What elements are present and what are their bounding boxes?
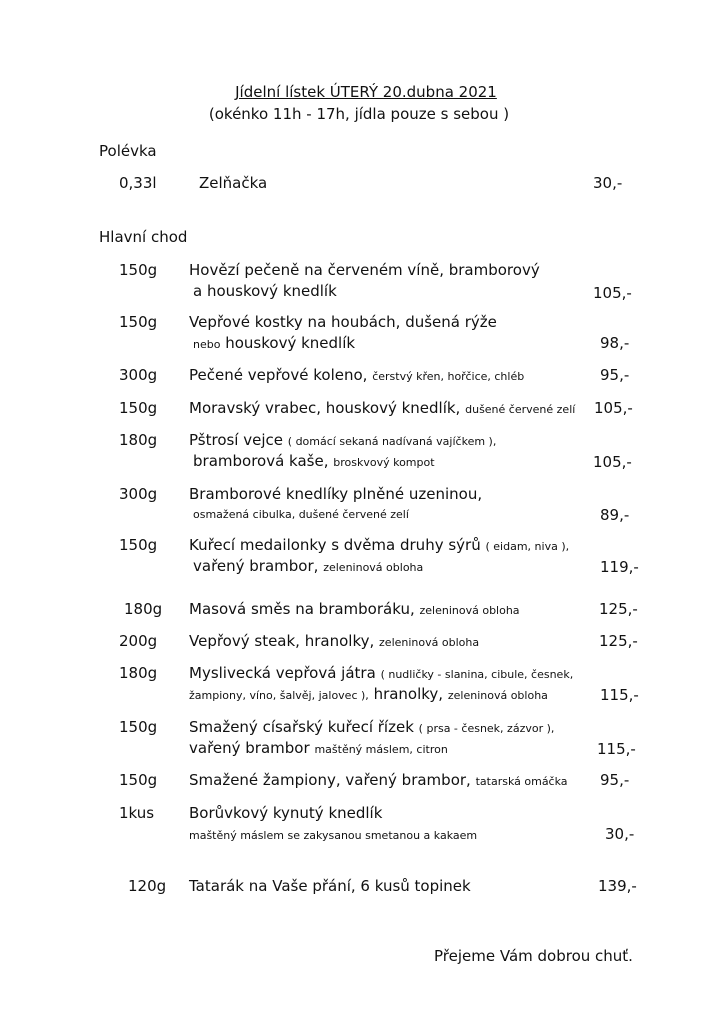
item-qty: 150g — [119, 536, 158, 554]
item-qty: 180g — [119, 431, 158, 449]
item-line-1: Hovězí pečeně na červeném víně, bramborový — [189, 261, 540, 279]
item-name: Tatarák na Vaše přání, 6 kusů topinek — [189, 877, 471, 895]
menu-title: Jídelní lístek ÚTERÝ 20.dubna 2021 — [235, 83, 497, 101]
item-note: maštěný máslem, citron — [314, 743, 448, 756]
item-line-1: Bramborové knedlíky plněné uzeninou, — [189, 485, 483, 503]
item-side: vařený brambor — [189, 739, 310, 757]
item-note: ( prsa - česnek, zázvor ), — [418, 722, 555, 735]
item-price: 95,- — [600, 771, 630, 789]
item-name — [189, 431, 496, 470]
item-qty: 150g — [119, 261, 158, 279]
item-price: 98,- — [600, 334, 630, 352]
item-title: Kuřecí medailonky s dvěma druhy sýrů — [189, 536, 481, 554]
item-price: 95,- — [600, 366, 630, 384]
item-line-1 — [189, 664, 573, 682]
item-price: 125,- — [599, 632, 638, 650]
item-line-1 — [189, 431, 496, 449]
item-note: nebo — [193, 338, 221, 351]
item-note: žampiony, víno, šalvěj, jalovec ), — [189, 689, 369, 702]
item-name: Zelňačka — [199, 174, 268, 192]
item-qty: 300g — [119, 366, 158, 384]
closing-wish: Přejeme Vám dobrou chuť. — [434, 947, 633, 965]
item-line-2 — [193, 452, 496, 470]
item-line-2 — [189, 685, 573, 703]
item-line-1: Masová směs na bramboráku, — [189, 600, 415, 618]
item-name — [189, 804, 477, 842]
item-price: 105,- — [593, 453, 632, 471]
item-note: broskvový kompot — [333, 456, 435, 469]
item-qty: 150g — [119, 313, 158, 331]
item-line-1: Vepřové kostky na houbách, dušená rýže — [189, 313, 497, 331]
item-price: 125,- — [599, 600, 638, 618]
item-note: dušené červené zelí — [465, 403, 576, 416]
item-name — [189, 399, 575, 417]
item-price: 89,- — [600, 506, 630, 524]
item-side: houskový knedlík — [225, 334, 356, 352]
item-line-1 — [189, 536, 569, 554]
item-name — [189, 632, 479, 650]
item-line-2 — [193, 334, 497, 352]
item-note: zeleninová obloha — [379, 636, 480, 649]
item-qty: 180g — [124, 600, 163, 618]
item-note: zeleninová obloha — [419, 604, 520, 617]
item-price: 105,- — [594, 399, 633, 417]
item-line-1: Vepřový steak, hranolky, — [189, 632, 375, 650]
item-line-2 — [193, 557, 569, 575]
item-note: čerstvý křen, hořčice, chléb — [372, 370, 525, 383]
item-price: 115,- — [597, 740, 636, 758]
item-line-1: Borůvkový kynutý knedlík — [189, 804, 383, 822]
item-name — [189, 771, 568, 789]
item-title: Smažený císařský kuřecí řízek — [189, 718, 414, 736]
item-note: osmažená cibulka, dušené červené zelí — [193, 508, 409, 521]
item-note: maštěný máslem se zakysanou smetanou a kakaem — [189, 829, 478, 842]
item-note: zeleninová obloha — [323, 561, 424, 574]
item-line-2 — [189, 739, 554, 757]
section-main: Hlavní chod — [99, 228, 188, 246]
item-line-1: Moravský vrabec, houskový knedlík, — [189, 399, 461, 417]
item-qty: 0,33l — [119, 174, 157, 192]
item-name — [189, 600, 520, 618]
item-qty: 180g — [119, 664, 158, 682]
item-name — [189, 313, 497, 352]
item-line-1: Smažené žampiony, vařený brambor, — [189, 771, 471, 789]
item-price: 139,- — [598, 877, 637, 895]
item-qty: 120g — [128, 877, 167, 895]
item-price: 105,- — [593, 284, 632, 302]
item-note: ( eidam, niva ), — [485, 540, 570, 553]
item-side: vařený brambor, — [193, 557, 319, 575]
item-note: ( nudličky - slanina, cibule, česnek, — [380, 668, 574, 681]
item-name — [189, 536, 569, 575]
item-name — [189, 664, 573, 703]
menu-subtitle: (okénko 11h - 17h, jídla pouze s sebou ) — [208, 105, 510, 123]
item-line-2: a houskový knedlík — [193, 282, 337, 300]
item-line-1 — [189, 718, 554, 736]
item-price: 30,- — [605, 825, 635, 843]
item-qty: 1kus — [119, 804, 155, 822]
item-qty: 150g — [119, 718, 158, 736]
item-note: ( domácí sekaná nadívaná vajíčkem ), — [287, 435, 497, 448]
item-name — [189, 261, 540, 300]
item-title: Myslivecká vepřová játra — [189, 664, 376, 682]
item-qty: 150g — [119, 399, 158, 417]
item-title: Pštrosí vejce — [189, 431, 283, 449]
menu-header — [0, 82, 724, 124]
item-price: 30,- — [593, 174, 623, 192]
item-price: 115,- — [600, 686, 639, 704]
item-price: 119,- — [600, 558, 639, 576]
item-note: tatarská omáčka — [475, 775, 568, 788]
item-qty: 300g — [119, 485, 158, 503]
item-line-1: Pečené vepřové koleno, — [189, 366, 368, 384]
section-soup: Polévka — [99, 142, 157, 160]
item-name — [189, 485, 482, 521]
item-qty: 200g — [119, 632, 158, 650]
item-side: bramborová kaše, — [193, 452, 329, 470]
item-name — [189, 366, 524, 384]
item-side: hranolky, — [373, 685, 444, 703]
item-name — [189, 718, 554, 757]
item-qty: 150g — [119, 771, 158, 789]
item-note: zeleninová obloha — [447, 689, 548, 702]
